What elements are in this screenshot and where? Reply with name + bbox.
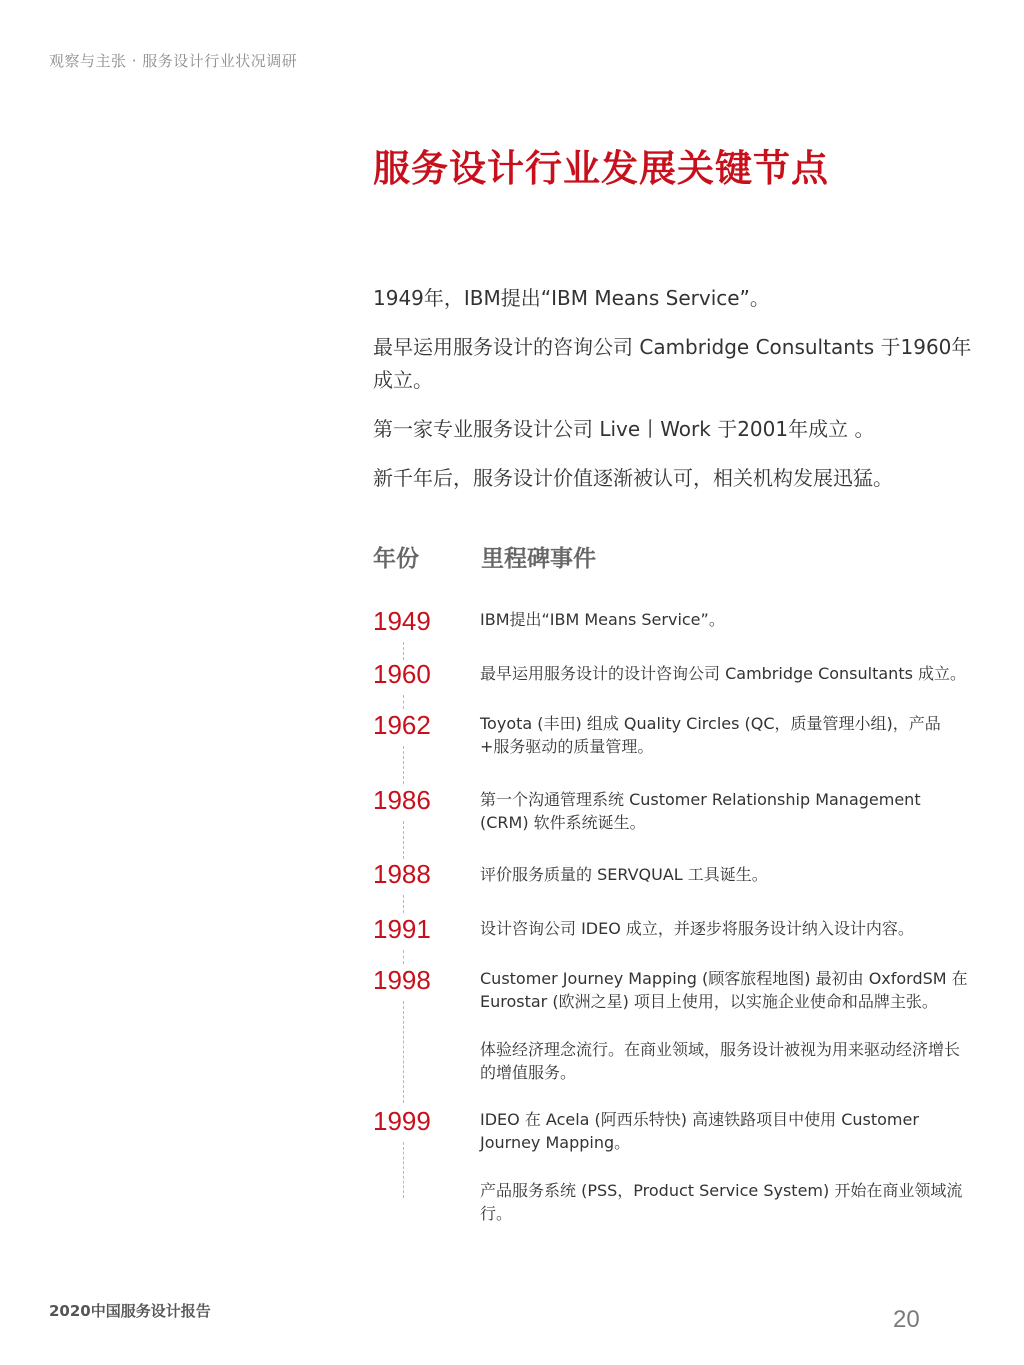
timeline-connector xyxy=(403,1001,404,1103)
timeline-year: 1962 xyxy=(373,710,431,740)
timeline-event: 设计咨询公司 IDEO 成立，并逐步将服务设计纳入设计内容。 xyxy=(480,919,914,938)
timeline-event: 第一个沟通管理系统 Customer Relationship Management (CRM) 软件系统诞生。 xyxy=(480,790,921,832)
timeline-connector xyxy=(403,895,404,913)
running-header: 观察与主张 · 服务设计行业状况调研 xyxy=(49,52,298,70)
timeline-year: 1998 xyxy=(373,965,431,995)
page-title: 服务设计行业发展关键节点 xyxy=(373,147,829,190)
column-header-milestone: 里程碑事件 xyxy=(481,546,596,572)
timeline-connector xyxy=(403,1142,404,1198)
timeline-event: 评价服务质量的 SERVQUAL 工具诞生。 xyxy=(480,865,768,884)
timeline-year: 1960 xyxy=(373,659,431,689)
timeline-event: Toyota (丰田) 组成 Quality Circles (QC，质量管理小组)，产品+服务驱动的质量管理。 xyxy=(480,714,941,756)
report-name: 2020中国服务设计报告 xyxy=(49,1302,211,1320)
timeline-event: IBM提出“IBM Means Service”。 xyxy=(480,610,725,629)
timeline-connector xyxy=(403,642,404,660)
timeline-event: 最早运用服务设计的设计咨询公司 Cambridge Consultants 成立。 xyxy=(480,664,967,683)
timeline-connector xyxy=(403,821,404,859)
timeline-year: 1988 xyxy=(373,859,431,889)
intro-paragraph: 1949年，IBM提出“IBM Means Service”。 xyxy=(373,286,770,310)
timeline-connector xyxy=(403,950,404,964)
timeline-connector xyxy=(403,746,404,784)
intro-paragraph: 第一家专业服务设计公司 Live丨Work 于2001年成立 。 xyxy=(373,417,875,441)
timeline-year: 1991 xyxy=(373,914,431,944)
timeline-event: IDEO 在 Acela (阿西乐特快) 高速铁路项目中使用 Customer Journey Mapping。 xyxy=(480,1110,919,1152)
timeline-event: 体验经济理念流行。在商业领域，服务设计被视为用来驱动经济增长的增值服务。 xyxy=(480,1040,961,1082)
timeline-year: 1949 xyxy=(373,606,431,636)
intro-paragraph: 新千年后，服务设计价值逐渐被认可，相关机构发展迅猛。 xyxy=(373,466,893,490)
intro-section xyxy=(373,282,973,511)
column-header-year: 年份 xyxy=(373,546,419,572)
timeline-year: 1999 xyxy=(373,1106,431,1136)
timeline-event: Customer Journey Mapping (顾客旅程地图) 最初由 OxfordSM 在 Eurostar (欧洲之星) 项目上使用，以实施企业使命和品牌主张。 xyxy=(480,969,968,1011)
page-number: 20 xyxy=(893,1306,920,1333)
intro-paragraph: 最早运用服务设计的咨询公司 Cambridge Consultants 于1960年成立。 xyxy=(373,335,972,392)
timeline-connector xyxy=(403,695,404,709)
timeline-year: 1986 xyxy=(373,785,431,815)
timeline-event: 产品服务系统 (PSS，Product Service System) 开始在商业领域流行。 xyxy=(480,1181,963,1223)
